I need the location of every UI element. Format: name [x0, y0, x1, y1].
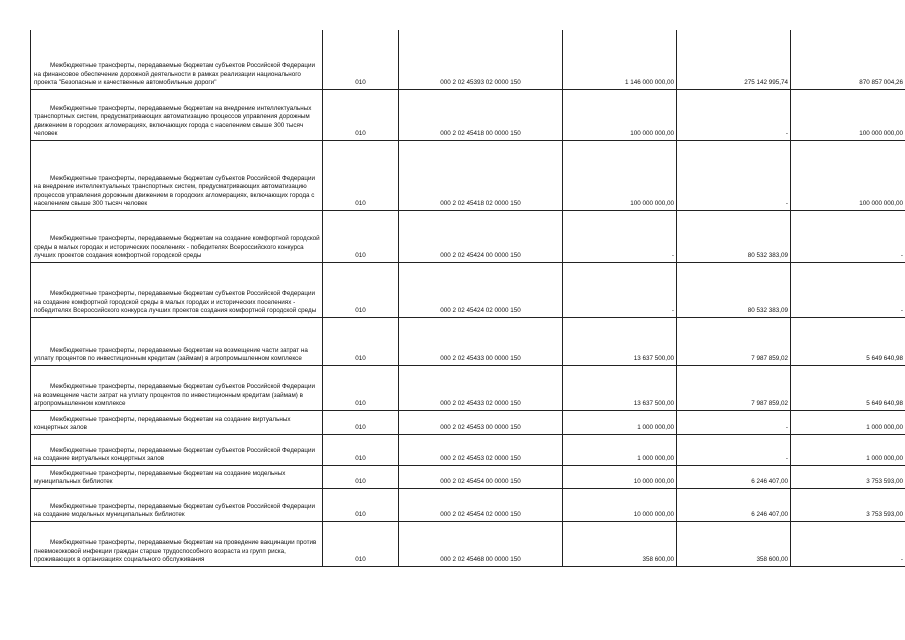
row-exec-cell: -	[677, 410, 791, 434]
row-code-cell: 010	[323, 210, 399, 262]
row-kbk-cell: 000 2 02 45453 02 0000 150	[399, 434, 563, 465]
row-kbk-cell: 000 2 02 45424 02 0000 150	[399, 262, 563, 317]
row-rest-cell: 870 857 004,26	[791, 30, 905, 89]
row-exec-cell: -	[677, 434, 791, 465]
table-row	[31, 89, 905, 140]
table-row	[31, 410, 905, 434]
row-exec-cell: 6 246 407,00	[677, 488, 791, 521]
row-plan-cell: 13 637 500,00	[563, 317, 677, 365]
table-row	[31, 262, 905, 317]
table-row	[31, 30, 905, 89]
table-row	[31, 140, 905, 210]
row-rest-cell: 1 000 000,00	[791, 434, 905, 465]
row-plan-cell: 13 637 500,00	[563, 365, 677, 410]
row-rest-cell: 5 649 640,98	[791, 317, 905, 365]
row-plan-cell: 10 000 000,00	[563, 488, 677, 521]
row-exec-cell: 275 142 995,74	[677, 30, 791, 89]
table-row	[31, 465, 905, 488]
row-kbk-cell: 000 2 02 45433 02 0000 150	[399, 365, 563, 410]
row-plan-cell: 1 000 000,00	[563, 434, 677, 465]
row-code-cell: 010	[323, 365, 399, 410]
row-plan-cell: 1 000 000,00	[563, 410, 677, 434]
row-kbk-cell: 000 2 02 45393 02 0000 150	[399, 30, 563, 89]
table-row	[31, 488, 905, 521]
row-code-cell: 010	[323, 465, 399, 488]
row-name-cell: Межбюджетные трансферты, передаваемые бюджетам на проведение вакцинации против пневмококковой инфекции граждан старше трудоспособного возраста из групп риска, проживающих в организациях социального обслуживания	[31, 521, 323, 566]
row-code-cell: 010	[323, 488, 399, 521]
row-name-cell: Межбюджетные трансферты, передаваемые бюджетам субъектов Российской Федерации на создание модельных муниципальных библиотек	[31, 488, 323, 521]
row-name-cell: Межбюджетные трансферты, передаваемые бюджетам на возмещение части затрат на уплату процентов по инвестиционным кредитам (займам) в агропромышленном комплексе	[31, 317, 323, 365]
row-plan-cell: -	[563, 262, 677, 317]
row-code-cell: 010	[323, 317, 399, 365]
row-code-cell: 010	[323, 30, 399, 89]
table-row	[31, 317, 905, 365]
row-rest-cell: 3 753 593,00	[791, 488, 905, 521]
row-code-cell: 010	[323, 434, 399, 465]
row-plan-cell: 10 000 000,00	[563, 465, 677, 488]
row-name-cell: Межбюджетные трансферты, передаваемые бюджетам субъектов Российской Федерации на внедрение интеллектуальных транспортных систем, предусматривающих автоматизацию процессов управления дорожным движением в городских агломерациях, включающих города с населением свыше 300 тысяч человек	[31, 140, 323, 210]
row-rest-cell: 5 649 640,98	[791, 365, 905, 410]
table-row	[31, 210, 905, 262]
row-rest-cell: 3 753 593,00	[791, 465, 905, 488]
row-name-cell: Межбюджетные трансферты, передаваемые бюджетам на внедрение интеллектуальных транспортных систем, предусматривающих автоматизацию процессов управления дорожным движением в городских агломерациях, включающих города с населением свыше 300 тысяч человек	[31, 89, 323, 140]
row-name-cell: Межбюджетные трансферты, передаваемые бюджетам субъектов Российской Федерации на финансовое обеспечение дорожной деятельности в рамках реализации национального проекта "Безопасные и качественные автомобильные дороги"	[31, 30, 323, 89]
row-code-cell: 010	[323, 140, 399, 210]
row-rest-cell: 100 000 000,00	[791, 140, 905, 210]
row-kbk-cell: 000 2 02 45418 02 0000 150	[399, 140, 563, 210]
row-code-cell: 010	[323, 262, 399, 317]
row-plan-cell: 1 146 000 000,00	[563, 30, 677, 89]
row-kbk-cell: 000 2 02 45454 02 0000 150	[399, 488, 563, 521]
budget-table	[30, 30, 905, 567]
row-name-cell: Межбюджетные трансферты, передаваемые бюджетам на создание виртуальных концертных залов	[31, 410, 323, 434]
row-name-cell: Межбюджетные трансферты, передаваемые бюджетам субъектов Российской Федерации на создание комфортной городской среды в малых городах и исторических поселениях - победителях Всероссийского конкурса лучших проектов создания комфортной городской среды	[31, 262, 323, 317]
row-code-cell: 010	[323, 89, 399, 140]
row-kbk-cell: 000 2 02 45453 00 0000 150	[399, 410, 563, 434]
row-plan-cell: 100 000 000,00	[563, 89, 677, 140]
row-code-cell: 010	[323, 521, 399, 566]
row-kbk-cell: 000 2 02 45454 00 0000 150	[399, 465, 563, 488]
row-kbk-cell: 000 2 02 45424 00 0000 150	[399, 210, 563, 262]
row-plan-cell: 358 600,00	[563, 521, 677, 566]
row-rest-cell: -	[791, 210, 905, 262]
row-rest-cell: -	[791, 262, 905, 317]
row-exec-cell: 7 987 859,02	[677, 365, 791, 410]
row-exec-cell: 7 987 859,02	[677, 317, 791, 365]
row-name-cell: Межбюджетные трансферты, передаваемые бюджетам субъектов Российской Федерации на создание виртуальных концертных залов	[31, 434, 323, 465]
row-exec-cell: 80 532 383,09	[677, 210, 791, 262]
row-exec-cell: -	[677, 140, 791, 210]
row-plan-cell: 100 000 000,00	[563, 140, 677, 210]
row-plan-cell: -	[563, 210, 677, 262]
row-kbk-cell: 000 2 02 45433 00 0000 150	[399, 317, 563, 365]
row-rest-cell: 1 000 000,00	[791, 410, 905, 434]
row-name-cell: Межбюджетные трансферты, передаваемые бюджетам субъектов Российской Федерации на возмещение части затрат на уплату процентов по инвестиционным кредитам (займам) в агропромышленном комплексе	[31, 365, 323, 410]
row-code-cell: 010	[323, 410, 399, 434]
table-row	[31, 434, 905, 465]
row-exec-cell: 80 532 383,09	[677, 262, 791, 317]
row-rest-cell: 100 000 000,00	[791, 89, 905, 140]
row-name-cell: Межбюджетные трансферты, передаваемые бюджетам на создание модельных муниципальных библиотек	[31, 465, 323, 488]
budget-report-page	[30, 30, 903, 567]
table-row	[31, 365, 905, 410]
row-name-cell: Межбюджетные трансферты, передаваемые бюджетам на создание комфортной городской среды в малых городах и исторических поселениях - победителях Всероссийского конкурса лучших проектов создания комфортной городской среды	[31, 210, 323, 262]
table-row	[31, 521, 905, 566]
row-exec-cell: -	[677, 89, 791, 140]
row-rest-cell: -	[791, 521, 905, 566]
row-kbk-cell: 000 2 02 45468 00 0000 150	[399, 521, 563, 566]
row-exec-cell: 358 600,00	[677, 521, 791, 566]
row-kbk-cell: 000 2 02 45418 00 0000 150	[399, 89, 563, 140]
row-exec-cell: 6 246 407,00	[677, 465, 791, 488]
